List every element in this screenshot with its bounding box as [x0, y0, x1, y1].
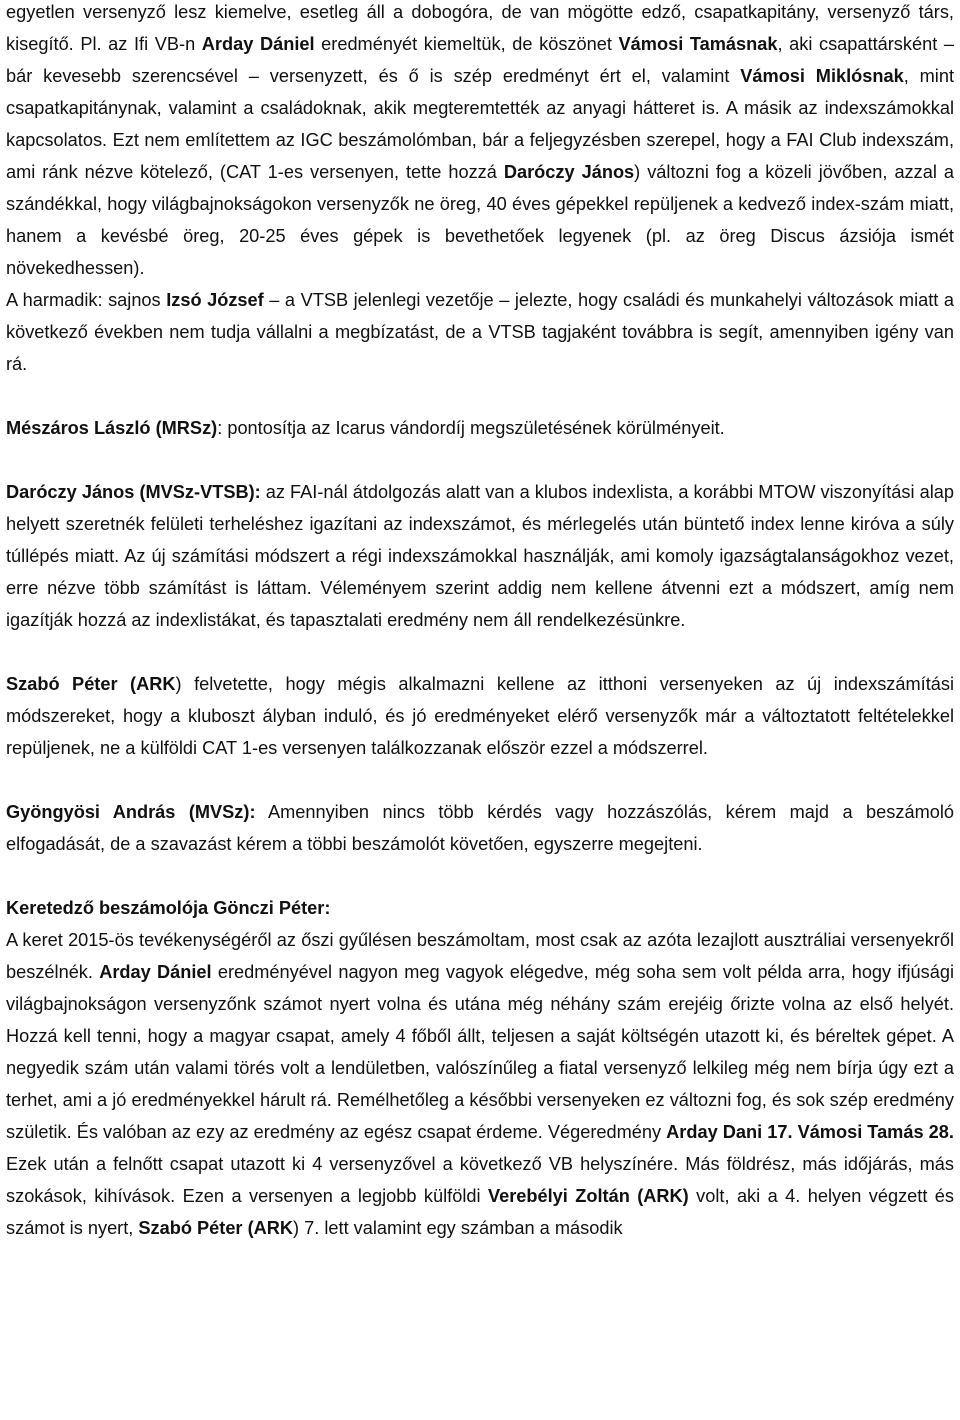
bold-text: Daróczy János (MVSz-VTSB): — [6, 482, 261, 502]
text-run: az FAI-nál átdolgozás alatt van a klubos indexlista, a korábbi MTOW viszonyítási alap helyett szeretnék felületi terheléshez igazítani az indexszámot, és mérlegelés után büntető index lenne kiróva a súly túllépés miatt. Az új számítási módszert a régi indexszámokkal használják, ami komoly igazságtalanságokhoz vezet, erre nézve több számítást is láttam. Véleményem szerint addig nem kellene átvenni ezt a módszert, amíg nem igazítják hozzá az indexlistákat, és tapasztalati eredmény nem áll rendelkezésünkre. — [6, 482, 955, 630]
bold-text: Keretedző beszámolója Gönczi Péter: — [6, 898, 331, 918]
text-run: , mint csapatkapitánynak, valamint a családoknak, akik megteremtették az anyagi hátteret is. A másik az indexszámokkal kapcsolatos. Ezt nem említettem az IGC beszámolómban, bár a feljegyzésben szerepel, hogy a FAI Club indexszám, ami ránk nézve kötelező, (CAT 1-es versenyen, tette hozzá — [6, 66, 954, 182]
bold-text: Arday Dániel — [201, 34, 315, 54]
text-run: A harmadik: sajnos — [6, 290, 167, 310]
bold-text: Vámosi Tamásnak — [618, 34, 778, 54]
paragraph-p2 — [6, 284, 954, 380]
text-run: eredményével nagyon meg vagyok elégedve, még soha sem volt példa arra, hogy ifjúsági világbajnokságon versenyzőnk számot nyert volna és utána még néhány szám erejéig őrizte volna az első helyét. Hozzá kell tenni, hogy a magyar csapat, amely 4 főből állt, teljesen a saját költségén utazott ki, és béreltek gépet. A negyedik szám után valami törés volt a lendületben, valószínűleg a fiatal versenyző lelkileg még nem bírja úgy ezt a terhet, ami a jó eredményekkel hárult rá. Remélhetőleg a későbbi versenyeken ez változni fog, és sok szép eredmény születik. És valóban az ezy az eredmény az egész csapat érdeme. Végeredmény — [6, 962, 954, 1142]
paragraph-p3 — [6, 412, 954, 444]
bold-text: Arday Dani 17. Vámosi Tamás 28. — [666, 1122, 954, 1142]
bold-text: Mészáros László (MRSz) — [6, 418, 218, 438]
bold-text: Arday Dániel — [99, 962, 212, 982]
paragraph-p8 — [6, 924, 954, 1148]
text-run: volt, aki a 4. helyen végzett és számot is nyert, — [6, 1186, 955, 1238]
text-run: A keret 2015-ös tevékenységéről az őszi gyűlésen beszámoltam, most csak az azóta lezajlott ausztráliai versenyekről beszélnék. — [6, 930, 954, 982]
paragraph-p6 — [6, 796, 954, 860]
paragraph-p1 — [6, 0, 954, 284]
text-run: , aki csapattársként – bár kevesebb szerencsével – versenyzett, és ő is szép eredményt ért el, valamint — [6, 34, 954, 86]
bold-text: Gyöngyösi András (MVSz): — [6, 802, 256, 822]
text-run: ) felvetette, hogy mégis alkalmazni kellene az itthoni versenyeken az új indexszámítási módszereket, hogy a kluboszt ályban induló, és jó eredményeket elérő versenyzők már a változtatott feltételekkel repüljenek, ne a külföldi CAT 1-es versenyen találkozzanak először ezzel a módszerrel. — [6, 674, 955, 758]
bold-text: Daróczy János — [503, 162, 635, 182]
paragraph-p4 — [6, 476, 954, 636]
paragraph-p9 — [6, 1148, 954, 1244]
paragraph-p7 — [6, 892, 954, 924]
bold-text: Vámosi Miklósnak — [740, 66, 904, 86]
text-run: egyetlen versenyző lesz kiemelve, esetleg áll a dobogóra, de van mögötte edző, csapatkapitány, versenyző társ, kisegítő. Pl. az Ifi VB-n — [6, 2, 954, 54]
bold-text: Szabó Péter (ARK — [138, 1218, 294, 1238]
text-run: – a VTSB jelenlegi vezetője – jelezte, hogy családi és munkahelyi változások miatt a következő években nem tudja vállalni a megbízatást, de a VTSB tagjaként továbbra is segít, amennyiben igény van rá. — [6, 290, 954, 374]
text-run: Amennyiben nincs több kérdés vagy hozzászólás, kérem majd a beszámoló elfogadását, de a szavazást kérem a többi beszámolót követően, egyszerre megejteni. — [6, 802, 954, 854]
text-run: Ezek után a felnőtt csapat utazott ki 4 versenyzővel a következő VB helyszínére. Más földrész, más időjárás, más szokások, kihívások. Ezen a versenyen a legjobb külföldi — [6, 1154, 954, 1206]
paragraph-p5 — [6, 668, 954, 764]
text-run: ) 7. lett valamint egy számban a második — [293, 1218, 623, 1238]
bold-text: Verebélyi Zoltán (ARK) — [487, 1186, 689, 1206]
text-run: ) változni fog a közeli jövőben, azzal a szándékkal, hogy világbajnokságokon versenyzők ne öreg, 40 éves gépekkel repüljenek a kedvező index-szám miatt, hanem a kevésbé öreg, 20-25 éves gépek is bevethetőek legyenek (pl. az öreg Discus ázsiója ismét növekedhessen). — [6, 162, 954, 278]
text-run: eredményét kiemeltük, de köszönet — [314, 34, 619, 54]
bold-text: Szabó Péter (ARK — [6, 674, 176, 694]
bold-text: Izsó József — [166, 290, 264, 310]
text-run: : pontosítja az Icarus vándordíj megszületésének körülményeit. — [217, 418, 725, 438]
